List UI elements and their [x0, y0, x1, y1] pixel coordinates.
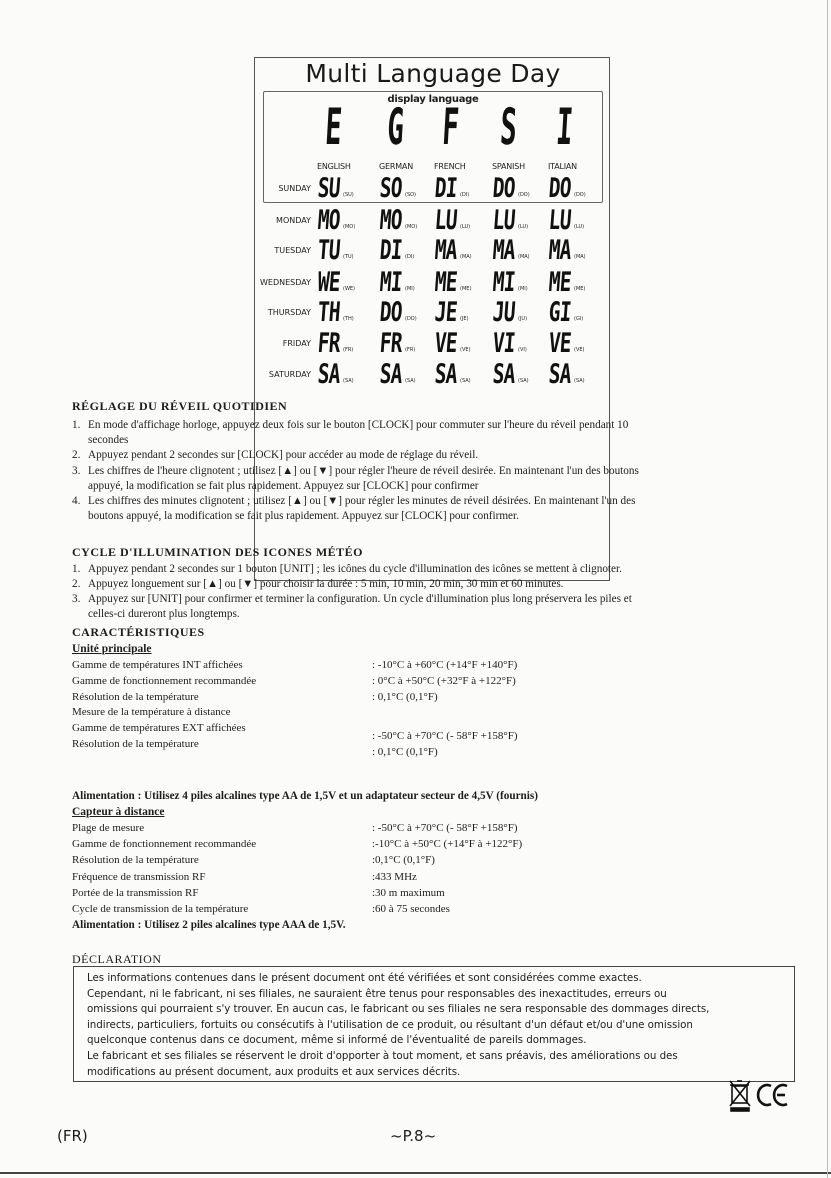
lcd-subtitle: display language — [387, 94, 479, 105]
spec-label: Cycle de transmission de la température — [72, 903, 249, 915]
day-segment: VE — [433, 328, 458, 359]
day-code: (TU) — [343, 254, 354, 260]
day-code: (MA) — [574, 254, 586, 260]
day-name: SATURDAY — [268, 370, 311, 379]
day-code: (ME) — [574, 286, 586, 292]
day-segment: MI — [378, 267, 403, 298]
language-label: SPANISH — [492, 162, 525, 171]
step-text: Les chiffres des minutes clignotent ; utilisez [▲] ou [▼] pour régler les minutes de réveil désirées. En maintenant l'un des — [88, 495, 636, 507]
day-code: (LU) — [518, 224, 529, 230]
day-code: (SU) — [343, 192, 354, 198]
spec-label: Plage de mesure — [72, 822, 145, 834]
day-name: MONDAY — [276, 216, 311, 225]
day-segment: MO — [316, 205, 341, 236]
day-segment: MA — [491, 235, 516, 266]
sensor-power-line: Alimentation : Utilisez 2 piles alcalines type AAA de 1,5V. — [72, 919, 346, 931]
alarm-heading: RÉGLAGE DU RÉVEIL QUOTIDIEN — [72, 399, 288, 413]
day-name: FRIDAY — [282, 339, 311, 348]
right-edge-rule — [827, 0, 828, 1178]
spec-value: : 0,1°C (0,1°F) — [372, 746, 438, 758]
spec-value: : 0°C à +50°C (+32°F à +122°F) — [372, 674, 516, 687]
day-segment: DO — [547, 173, 572, 204]
step-number: 2. — [72, 449, 81, 462]
day-segment: GI — [547, 297, 572, 328]
day-name: SUNDAY — [278, 184, 311, 193]
spec-label: Gamme de températures EXT affichées — [72, 722, 246, 735]
day-segment: SA — [316, 359, 341, 390]
day-segment: VI — [491, 328, 516, 359]
step-text: secondes — [88, 434, 129, 447]
language-label: ENGLISH — [317, 162, 351, 171]
day-segment: FR — [316, 328, 341, 359]
day-code: (SA) — [343, 378, 354, 384]
day-code: (SA) — [405, 378, 416, 384]
spec-value: : -50°C à +70°C (- 58°F +158°F) — [372, 730, 518, 743]
spec-label: Gamme de fonctionnement recommandée — [72, 838, 257, 851]
spec-value: : -50°C à +70°C (- 58°F +158°F) — [372, 822, 518, 834]
sensor-heading: Capteur à distance — [72, 806, 165, 818]
declaration-line: quelconque contenus dans ce document, même si informé de l'éventualité de pareils dommages. — [87, 1034, 587, 1047]
step-number: 3. — [72, 464, 81, 477]
declaration-line: modifications au présent document, aux produits et aux services décrits. — [87, 1065, 461, 1078]
day-segment: ME — [433, 267, 458, 298]
spec-label: Portée de la transmission RF — [72, 886, 199, 899]
spec-value: : 0,1°C (0,1°F) — [372, 690, 438, 703]
ce-mark-icon — [758, 1085, 787, 1105]
day-code: (DO) — [405, 316, 417, 322]
day-code: (MA) — [460, 254, 472, 260]
day-segment: SA — [547, 359, 572, 390]
declaration-line: Le fabricant et ses filiales se réservent le droit d'opporter à tout moment, et sans préavis, des améliorations ou des — [87, 1050, 678, 1062]
day-code: (DO) — [518, 192, 530, 198]
day-segment: SO — [378, 173, 403, 204]
language-label: FRENCH — [434, 162, 466, 171]
day-segment: TH — [316, 297, 341, 328]
day-segment: DI — [433, 173, 458, 204]
spec-label: Gamme de fonctionnement recommandée — [72, 674, 257, 687]
day-segment: MO — [378, 205, 403, 236]
step-number: 1. — [72, 419, 81, 431]
step-text: boutons appuyé, la modification se fait plus rapidement. Appuyez sur [CLOCK] pour confirmer. — [88, 510, 519, 523]
big-letter: G — [385, 98, 406, 156]
declaration-line: omissions qui pourraient s'y trouver. En aucun cas, le fabricant ou ses filiales ne sera responsable des dommages directs, — [87, 1003, 710, 1016]
day-code: (LU) — [574, 224, 585, 230]
step-number: 1. — [72, 563, 81, 575]
day-segment: LU — [433, 205, 458, 236]
spec-label: Résolution de la température — [72, 854, 199, 867]
diagram-title: Multi Language Day — [305, 59, 561, 88]
main-power-line — [72, 790, 538, 802]
day-code: (GI) — [574, 316, 584, 322]
bottom-rule — [0, 1172, 831, 1174]
day-code: (VE) — [460, 347, 471, 353]
day-code: (DI) — [405, 254, 415, 260]
day-segment: SA — [433, 359, 458, 390]
day-code: (TH) — [343, 316, 354, 322]
step-text: Les chiffres de l'heure clignotent ; utilisez [▲] ou [▼] pour régler l'heure de réveil desirée. En maintenant l'un des boutons — [88, 464, 639, 477]
day-segment: LU — [491, 205, 516, 236]
page-number: ~P.8~ — [390, 1127, 437, 1145]
spec-value: :30 m maximum — [372, 886, 445, 899]
big-letter: S — [498, 98, 519, 156]
language-label: GERMAN — [379, 162, 413, 171]
spec-value: :60 à 75 secondes — [372, 903, 450, 915]
day-segment: MI — [491, 267, 516, 298]
main-power-rest: type AA de 1,5V et un adaptateur secteur de 4,5V (fournis) — [259, 790, 538, 802]
day-code: (JU) — [518, 316, 528, 322]
day-code: (JE) — [460, 316, 469, 322]
day-segment: LU — [547, 205, 572, 236]
day-code: (DI) — [460, 192, 470, 198]
day-code: (MA) — [518, 254, 530, 260]
day-name: THURSDAY — [267, 308, 311, 317]
day-name: WEDNESDAY — [260, 278, 311, 287]
step-text: appuyé, la modification se fait plus rapidement. Appuyez sur [CLOCK] pour confirmer — [88, 479, 479, 492]
day-name: TUESDAY — [274, 246, 311, 255]
step-text: En mode d'affichage horloge, appuyez deux fois sur le bouton [CLOCK] pour commuter sur l'heure du réveil pendant 10 — [88, 419, 629, 431]
day-segment: FR — [378, 328, 403, 359]
day-segment: SA — [378, 359, 403, 390]
spec-label: Mesure de la température à distance — [72, 706, 231, 719]
day-code: (DO) — [574, 192, 586, 198]
day-segment: MA — [547, 235, 572, 266]
big-letter: F — [440, 98, 461, 156]
declaration-line: Les informations contenues dans le présent document ont été vérifiées et sont considérées comme exactes. — [87, 972, 642, 984]
declaration-heading: DÉCLARATION — [72, 952, 162, 966]
day-segment: DO — [378, 297, 403, 328]
day-segment: DO — [491, 173, 516, 204]
day-code: (MI) — [518, 286, 528, 292]
language-code: (FR) — [57, 1127, 88, 1145]
day-code: (LU) — [460, 224, 471, 230]
specs-heading: CARACTÉRISTIQUES — [72, 625, 205, 639]
day-code: (MO) — [343, 224, 356, 230]
step-text: Appuyez pendant 2 secondes sur [CLOCK] pour accéder au mode de réglage du réveil. — [88, 449, 479, 462]
step-number: 3. — [72, 593, 81, 605]
spec-label: Fréquence de transmission RF — [72, 870, 206, 883]
day-segment: TU — [316, 235, 341, 266]
day-code: (SA) — [460, 378, 471, 384]
step-number: 2. — [72, 578, 81, 590]
day-segment: DI — [378, 235, 403, 266]
declaration-line: indirects, particuliers, fortuits ou consécutifs à l'utilisation de ce produit, ou résultant d'un défaut et/ou d'une omission — [87, 1018, 693, 1031]
day-code: (WE) — [343, 286, 356, 292]
spec-label: Gamme de températures INT affichées — [72, 659, 243, 671]
day-segment: SA — [491, 359, 516, 390]
day-segment: ME — [547, 267, 572, 298]
step-number: 4. — [72, 495, 81, 507]
step-text: Appuyez pendant 2 secondes sur 1 bouton [UNIT] ; les icônes du cycle d'illumination des icônes se mettent à clignoter. — [88, 563, 622, 575]
day-segment: JE — [433, 297, 458, 328]
day-code: (FR) — [343, 347, 354, 353]
spec-value: :0,1°C (0,1°F) — [372, 854, 435, 867]
weee-ce-svg — [728, 1077, 790, 1113]
spec-label: Résolution de la température — [72, 690, 199, 703]
day-code: (ME) — [460, 286, 472, 292]
day-segment: MA — [433, 235, 458, 266]
spec-value: :-10°C à +50°C (+14°F à +122°F) — [372, 838, 523, 851]
cycle-heading: CYCLE D'ILLUMINATION DES ICONES MÉTÉO — [72, 545, 363, 559]
day-code: (FR) — [405, 347, 416, 353]
main-power-label: Alimentation : Utilisez 4 piles alcalines — [72, 790, 257, 802]
day-code: (SA) — [518, 378, 529, 384]
main-unit-heading: Unité principale — [72, 643, 152, 655]
day-code: (SO) — [405, 192, 417, 198]
day-code: (MI) — [405, 286, 415, 292]
day-segment: VE — [547, 328, 572, 359]
step-text: celles-ci dureront plus longtemps. — [88, 608, 240, 620]
big-letter: E — [323, 98, 344, 156]
step-text: Appuyez sur [UNIT] pour confirmer et terminer la configuration. Un cycle d'illumination plus long préservera les piles et — [88, 593, 632, 605]
language-label: ITALIAN — [548, 162, 577, 171]
big-letter: I — [554, 98, 575, 156]
day-segment: WE — [316, 267, 341, 298]
day-segment: JU — [491, 297, 516, 328]
compliance-marks — [728, 1077, 790, 1118]
weee-bin-icon — [730, 1081, 750, 1111]
spec-value: :433 MHz — [372, 870, 417, 883]
day-code: (MO) — [405, 224, 418, 230]
day-code: (SA) — [574, 378, 585, 384]
declaration-line: Cependant, ni le fabricant, ni ses filiales, ne sauraient être tenus pour responsables des inexactitudes, erreurs ou — [87, 987, 667, 1000]
step-text: Appuyez longuement sur [▲] ou [▼] pour choisir la durée : 5 min, 10 min, 20 min, 30 min et 60 minutes. — [88, 578, 564, 590]
spec-value: : -10°C à +60°C (+14°F +140°F) — [372, 659, 518, 671]
spec-label: Résolution de la température — [72, 738, 199, 750]
day-code: (VE) — [574, 347, 585, 353]
day-code: (VI) — [518, 347, 527, 353]
declaration-box — [73, 966, 795, 1082]
day-segment: SU — [316, 173, 341, 204]
